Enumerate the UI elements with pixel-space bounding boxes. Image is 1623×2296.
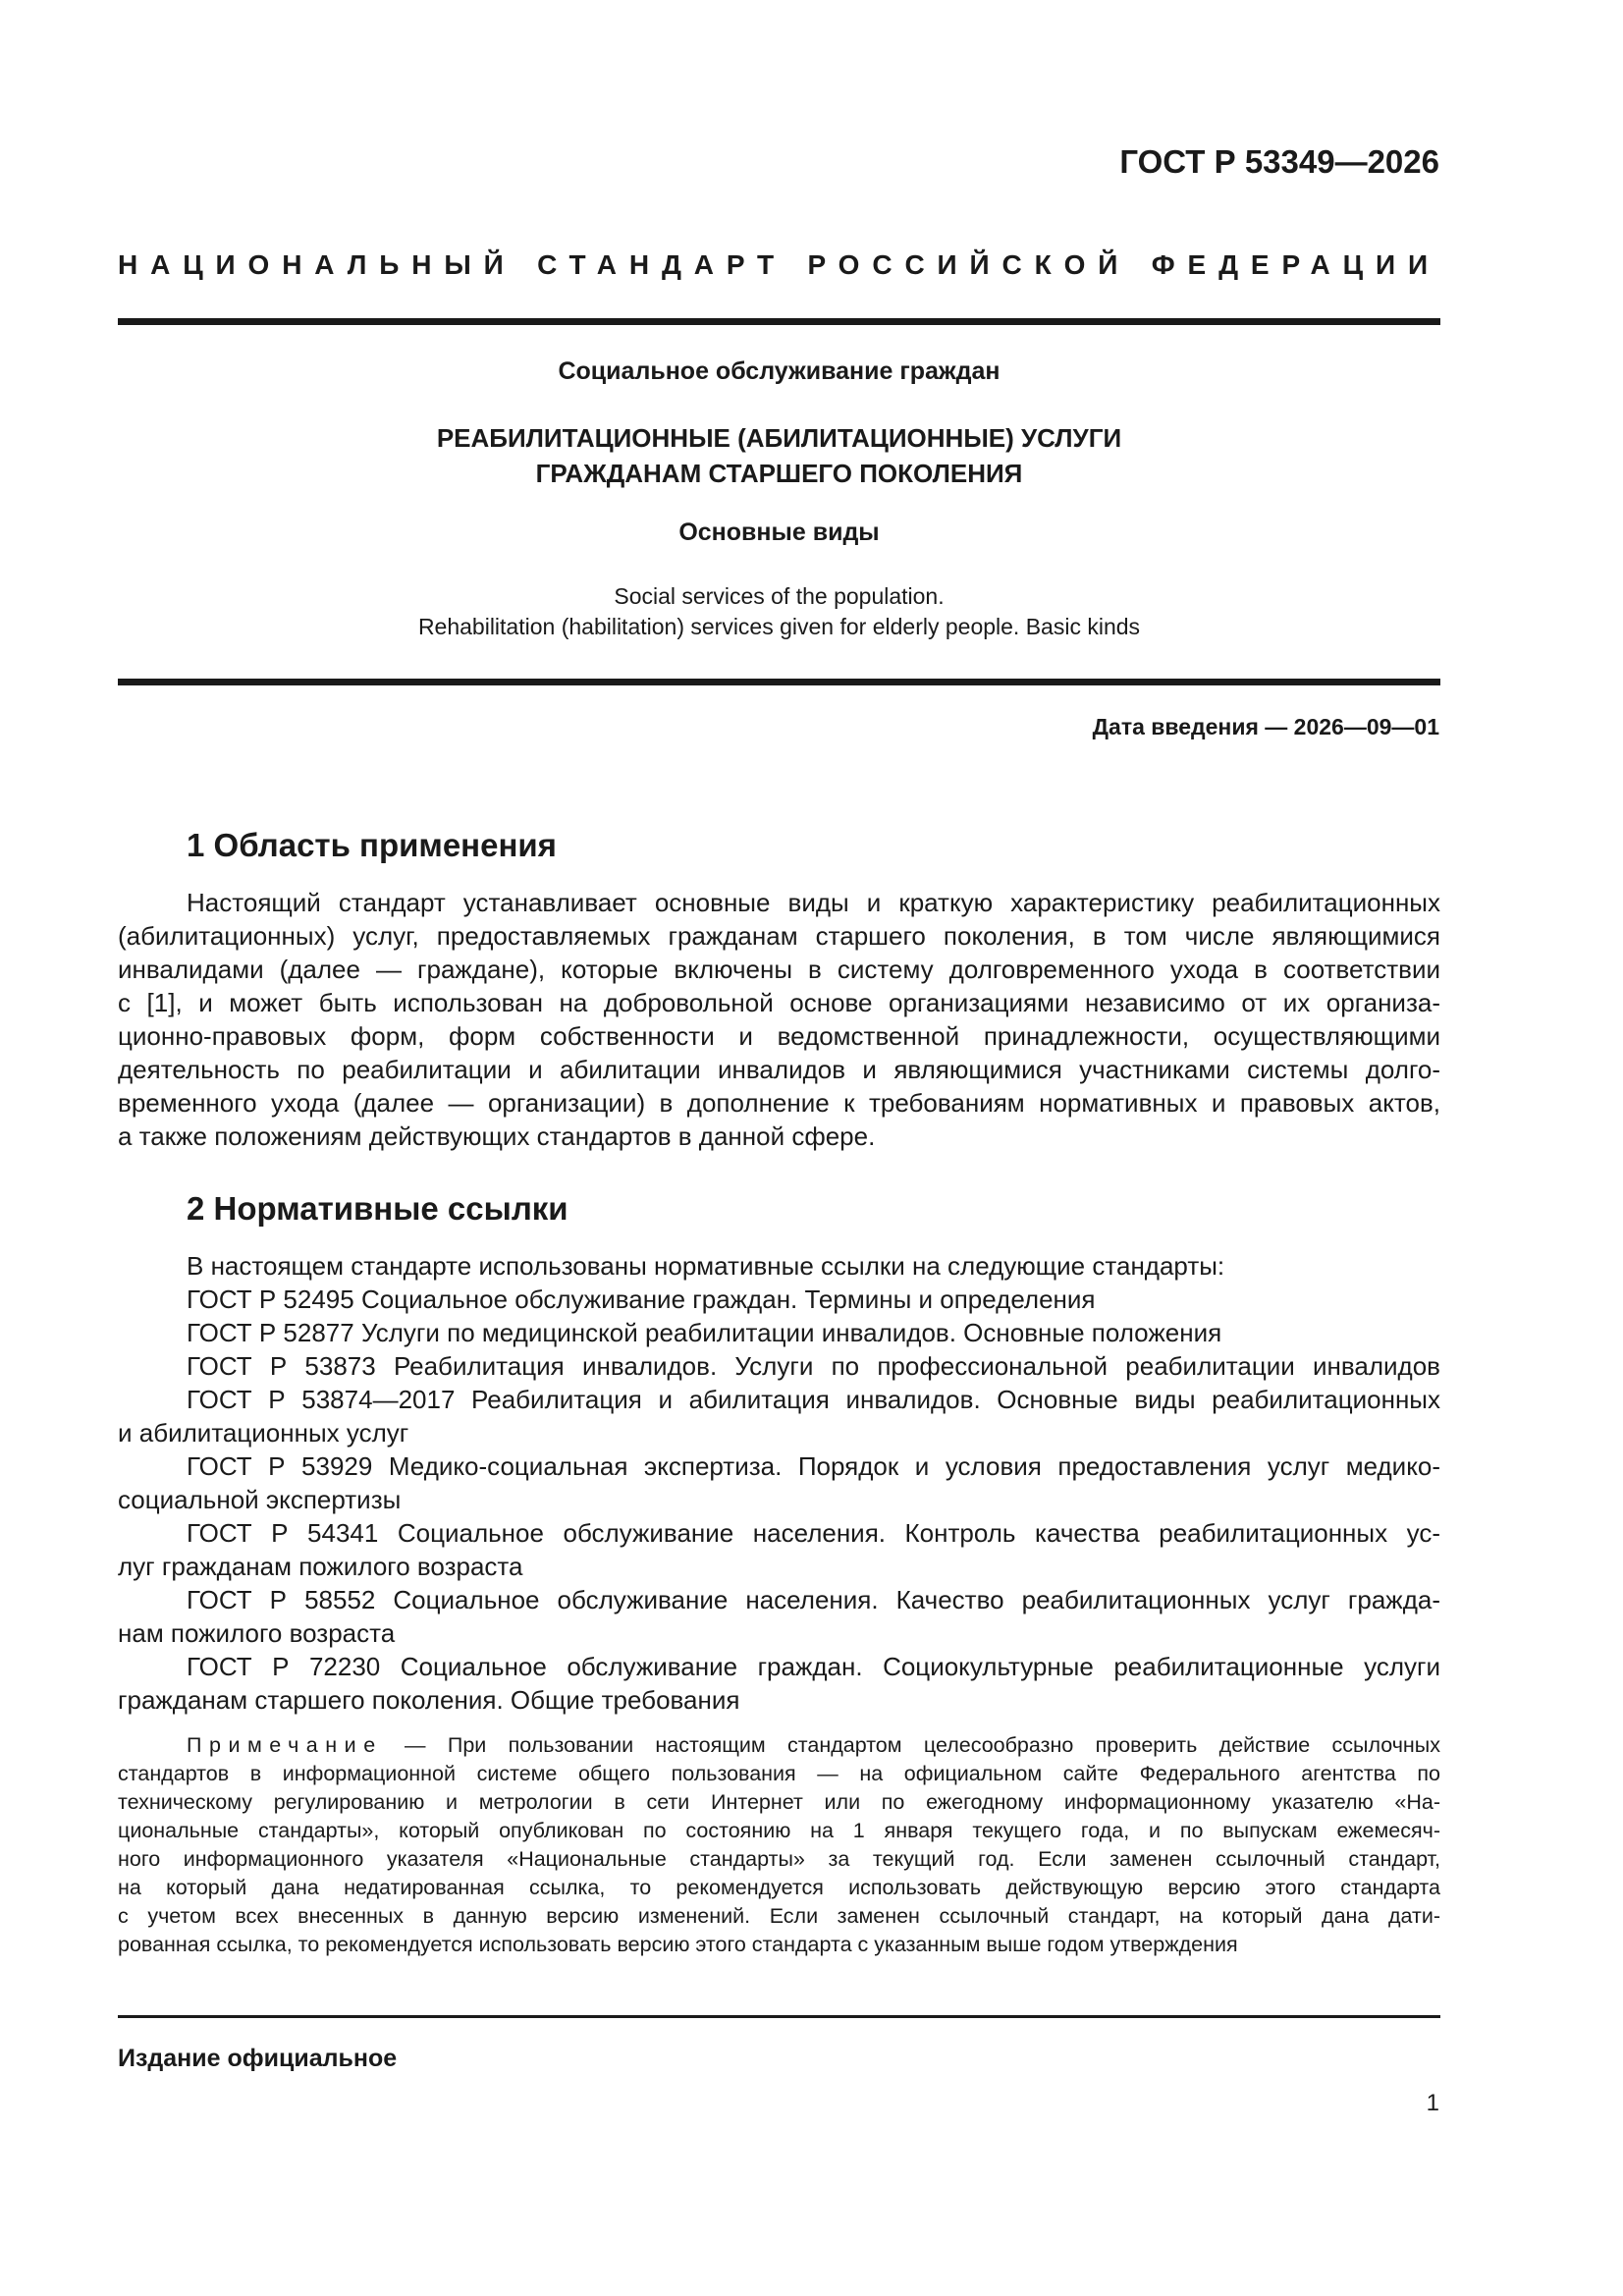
note-label: Примечание (187, 1733, 383, 1757)
references-note (118, 1731, 1440, 1959)
references-intro: В настоящем стандарте использованы нормативные ссылки на следующие стандарты: (187, 1251, 1225, 1281)
page-number: 1 (1426, 2090, 1439, 2116)
note-line: ного информационного указателя «Национальные стандарты» за текущий год. Если заменен ссылочный стандарт, (118, 1847, 1440, 1871)
reference-item: ГОСТ Р 72230 Социальное обслуживание граждан. Социокультурные реабилитационные услуги (187, 1652, 1440, 1681)
note-line: на который дана недатированная ссылка, то рекомендуется использовать действующую версию этого стандарта (118, 1876, 1440, 1899)
paragraph-line: инвалидами (далее — граждане), которые включены в систему долговременного ухода в соответствии (118, 955, 1440, 984)
note-line: рованная ссылка, то рекомендуется использовать версию этого стандарта с указанным выше годом утверждения (118, 1933, 1238, 1956)
official-edition-label: Издание официальное (118, 2045, 398, 2072)
main-title-line: РЕАБИЛИТАЦИОННЫЕ (АБИЛИТАЦИОННЫЕ) УСЛУГИ (436, 423, 1122, 453)
reference-item: ГОСТ Р 52877 Услуги по медицинской реабилитации инвалидов. Основные положения (187, 1318, 1222, 1347)
standard-group-title: Социальное обслуживание граждан (558, 357, 1001, 385)
paragraph-line: деятельность по реабилитации и абилитации инвалидов и являющимися участниками системы долго- (118, 1055, 1440, 1084)
standard-main-title (118, 420, 1440, 491)
paragraph-line: ционно-правовых форм, форм собственности и ведомственной принадлежности, осуществляющими (118, 1021, 1440, 1051)
reference-item: ГОСТ Р 53873 Реабилитация инвалидов. Услуги по профессиональной реабилитации инвалидов (187, 1351, 1440, 1381)
english-title-line: Social services of the population. (614, 583, 945, 609)
introduction-date: Дата введения — 2026—09—01 (1092, 714, 1439, 739)
reference-item: ГОСТ Р 52495 Социальное обслуживание граждан. Термины и определения (187, 1285, 1096, 1314)
reference-item: ГОСТ Р 54341 Социальное обслуживание населения. Контроль качества реабилитационных ус- (187, 1518, 1440, 1548)
section-1-paragraph (118, 886, 1440, 1153)
note-line: с учетом всех внесенных в данную версию изменений. Если заменен ссылочный стандарт, на который дана дати- (118, 1904, 1440, 1928)
reference-item: ГОСТ Р 58552 Социальное обслуживание населения. Качество реабилитационных услуг гражда- (187, 1585, 1440, 1614)
standard-designation: ГОСТ Р 53349—2026 (1119, 143, 1439, 180)
english-title-line: Rehabilitation (habilitation) services given for elderly people. Basic kinds (417, 614, 1141, 639)
standard-subtitle: Основные виды (678, 519, 880, 546)
note-line: циональные стандарты», который опубликован по состоянию на 1 января текущего года, и по выпускам ежемесяч- (118, 1819, 1440, 1842)
title-bottom-rule (118, 679, 1440, 685)
footer-rule (118, 2015, 1440, 2018)
reference-item: ГОСТ Р 53874—2017 Реабилитация и абилитация инвалидов. Основные виды реабилитационных (187, 1385, 1440, 1414)
paragraph-line: с [1], и может быть использован на добровольной основе организациями независимо от их организа- (118, 988, 1440, 1017)
top-thick-rule (118, 318, 1440, 325)
note-first-line-text: — При пользовании настоящим стандартом целесообразно проверить действие ссылочных (382, 1733, 1440, 1757)
reference-item-continuation: луг гражданам пожилого возраста (118, 1552, 523, 1581)
reference-item: ГОСТ Р 53929 Медико-социальная экспертиза. Порядок и условия предоставления услуг медико- (187, 1451, 1440, 1481)
paragraph-line: (абилитационных) услуг, предоставляемых гражданам старшего поколения, в том числе являющимися (118, 921, 1440, 951)
reference-item-continuation: гражданам старшего поколения. Общие требования (118, 1685, 740, 1715)
paragraph-line: временного ухода (далее — организации) в дополнение к требованиям нормативных и правовых актов, (118, 1088, 1440, 1118)
paragraph-line: а также положениям действующих стандартов в данной сфере. (118, 1121, 876, 1151)
english-title (118, 581, 1440, 642)
reference-item-continuation: и абилитационных услуг (118, 1418, 409, 1448)
reference-item-continuation: нам пожилого возраста (118, 1618, 396, 1648)
note-line: техническому регулированию и метрологии в сети Интернет или по ежегодному информационному указателю «На- (118, 1790, 1440, 1814)
section-2-heading: 2 Нормативные ссылки (187, 1190, 568, 1227)
note-line: стандартов в информационной системе общего пользования — на официальном сайте Федерального агентства по (118, 1762, 1440, 1785)
reference-item-continuation: социальной экспертизы (118, 1485, 402, 1514)
paragraph-line: Настоящий стандарт устанавливает основные виды и краткую характеристику реабилитационных (187, 888, 1440, 917)
national-standard-banner: НАЦИОНАЛЬНЫЙ СТАНДАРТ РОССИЙСКОЙ ФЕДЕРАЦИИ (118, 249, 1440, 280)
note-first-line (118, 1731, 1440, 1760)
section-1-heading: 1 Область применения (187, 827, 557, 863)
main-title-line: ГРАЖДАНАМ СТАРШЕГО ПОКОЛЕНИЯ (535, 459, 1023, 488)
normative-references-list (118, 1249, 1440, 1717)
